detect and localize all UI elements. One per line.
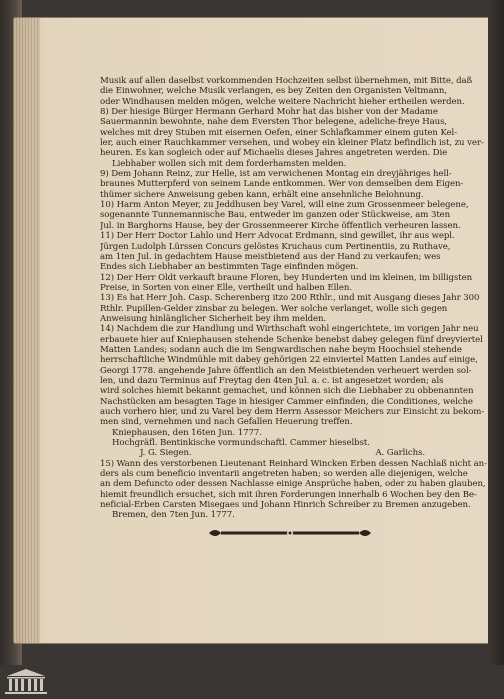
- place-date-line: Kniephausen, den 16ten Jun. 1777.: [112, 427, 262, 438]
- text-line: Matten Landes; sodann auch die im Sengwardischen nahe beym Hoochsiel stehende: [100, 344, 462, 355]
- text-line: braunes Mutterpferd von seinem Lande entkommen. Wer von demselben dem Eigen-: [100, 179, 464, 190]
- text-line: an dem Defuncto oder dessen Nachlasse einige Ansprüche haben, oder zu haben glauben,: [100, 479, 486, 490]
- text-line: Liebhaber wollen sich mit dem forderhamsten melden.: [112, 158, 347, 169]
- text-line: heuren. Es kan sogleich oder auf Michaelis dieses Jahres angetreten werden. Die: [100, 148, 448, 159]
- text-line: Rthlr. Pupillen-Gelder zinsbar zu belegen. Wer solche verlanget, wolle sich gegen: [100, 303, 448, 314]
- text-line: Musik auf allen daselbst vorkommenden Hochzeiten selbst übernehmen, mit Bitte, daß: [100, 76, 473, 86]
- signatures: [100, 448, 495, 458]
- page-edges: [14, 18, 40, 643]
- text-line: neficial-Erben Carsten Misegaes und Johann Hinrich Schreiber zu Bremen anzugeben.: [100, 500, 471, 511]
- text-line: 12) Der Herr Oldt verkauft braune Floren, bey Hunderten und im kleinen, im billigsten: [100, 272, 473, 283]
- library-building-icon: [4, 668, 48, 694]
- text-line: ders als cum beneficio inventarii angetreten haben; so werden alle diejenigen, welche: [100, 469, 468, 480]
- text-line: Sauermannin bewohnte, nahe dem Eversten Thor belegene, adeliche-freye Haus,: [100, 117, 448, 128]
- text-line: 10) Harm Anton Meyer, zu Jeddhusen bey Varel, will eine zum Grossenmeer belegene,: [100, 200, 469, 211]
- signature-garlichs: A. Garlichs.: [375, 448, 425, 459]
- text-line: am 1ten Jul. in gedachtem Hause meistbietend aus der Hand zu verkaufen; wes: [100, 251, 441, 262]
- text-line: auch vorhero hier, und zu Varel bey dem Herrn Assessor Meichers zur Einsicht zu bekom-: [100, 407, 485, 417]
- text-line: ler, auch einer Rauchkammer versehen, und wobey ein kleiner Platz befindlich ist, zu ver-: [100, 138, 484, 149]
- text-line: 15) Wann des verstorbenen Lieutenant Reinhard Wincken Erben dessen Nachlaß nicht an-: [100, 458, 487, 469]
- viewer-footer: [0, 665, 504, 699]
- signature-siegen: J. G. Siegen.: [140, 448, 192, 459]
- text-line: 14) Nachdem die zur Handlung und Wirthschaft wohl eingerichtete, im vorigen Jahr neu: [100, 324, 479, 335]
- text-line: sogenannte Tunnemannische Bau, entweder im ganzen oder Stückweise, am 3ten: [100, 210, 451, 221]
- text-line: Anweisung hinlänglicher Sicherheit bey ihm melden.: [100, 313, 327, 324]
- text-line: die Einwohner, welche Musik verlangen, es bey Zeiten den Organisten Veltmann,: [100, 86, 447, 97]
- text-line: 13) Es hat Herr Joh. Casp. Scherenberg itzo 200 Rthlr., und mit Ausgang dieses Jahr 300: [100, 293, 480, 304]
- text-line: Endes sich Liebhaber an bestimmten Tage einfinden mögen.: [100, 262, 359, 273]
- text-line: herrschaftliche Windmühle mit dabey gehörigen 22 einviertel Matten Landes auf einige,: [100, 355, 478, 366]
- text-line: men sind, vernehmen und nach Gefallen Heuerung treffen.: [100, 417, 353, 428]
- text-line: Georgi 1778. angehende Jahre öffentlich an den Meistbietenden verheuert werden sol-: [100, 365, 472, 376]
- document-text: [100, 76, 495, 521]
- ornament-rule: [205, 527, 375, 539]
- text-line: welches mit drey Stuben mit eisernen Oefen, einer Schlafkammer einem guten Kel-: [100, 127, 458, 138]
- text-line: oder Windhausen melden mögen, welche weitere Nachricht hieher ertheilen werden.: [100, 96, 465, 107]
- text-line: Nachstücken am besagten Tage in hiesiger Cammer einfinden, die Conditiones, welche: [100, 396, 473, 407]
- text-line: 11) Der Herr Doctor Lahlo und Herr Advocat Erdmann, sind gewillet, ihr aus wepl.: [100, 231, 455, 242]
- text-line: 8) Der hiesige Bürger Hermann Gerhard Mohr hat das bisher von der Madame: [100, 107, 438, 118]
- text-line: erbauete hier auf Kniephausen stehende Schenke benebst dabey gelegen fünf dreyviertel: [100, 334, 483, 345]
- text-line: wird solches hiemit bekannt gemachet, und können sich die Liebhaber zu obbenannten: [100, 386, 474, 397]
- text-line: Preise, in Sorten von einer Elle, vertheilt und halben Ellen.: [100, 282, 352, 293]
- text-line: Jul. in Barghorns Hause, bey der Grossenmeerer Kirche öffentlich verheuren lassen.: [100, 220, 461, 231]
- text-line: thümer sichere Anweisung geben kann, erhält eine ansehnliche Belohnung.: [100, 189, 424, 200]
- text-line: len, und dazu Terminus auf Freytag den 4ten Jul. a. c. ist angesetzet worden; als: [100, 375, 444, 386]
- text-line: hiemit freundlich ersuchet, sich mit ihren Forderungen innerhalb 6 Wochen bey den Be-: [100, 489, 477, 500]
- text-line: 9) Dem Johann Reinz, zur Helle, ist am verwichenen Montag ein dreyjähriges hell-: [100, 169, 452, 180]
- authority-line: Hochgräfl. Bentinkische vormundschaftl. Cammer hieselbst.: [112, 438, 370, 449]
- text-line: Jürgen Ludolph Lürssen Concurs gelöstes Kruchaus cum Pertinentiis, zu Ruthave,: [100, 241, 451, 252]
- place-date-line: Bremen, den 7ten Jun. 1777.: [112, 510, 235, 521]
